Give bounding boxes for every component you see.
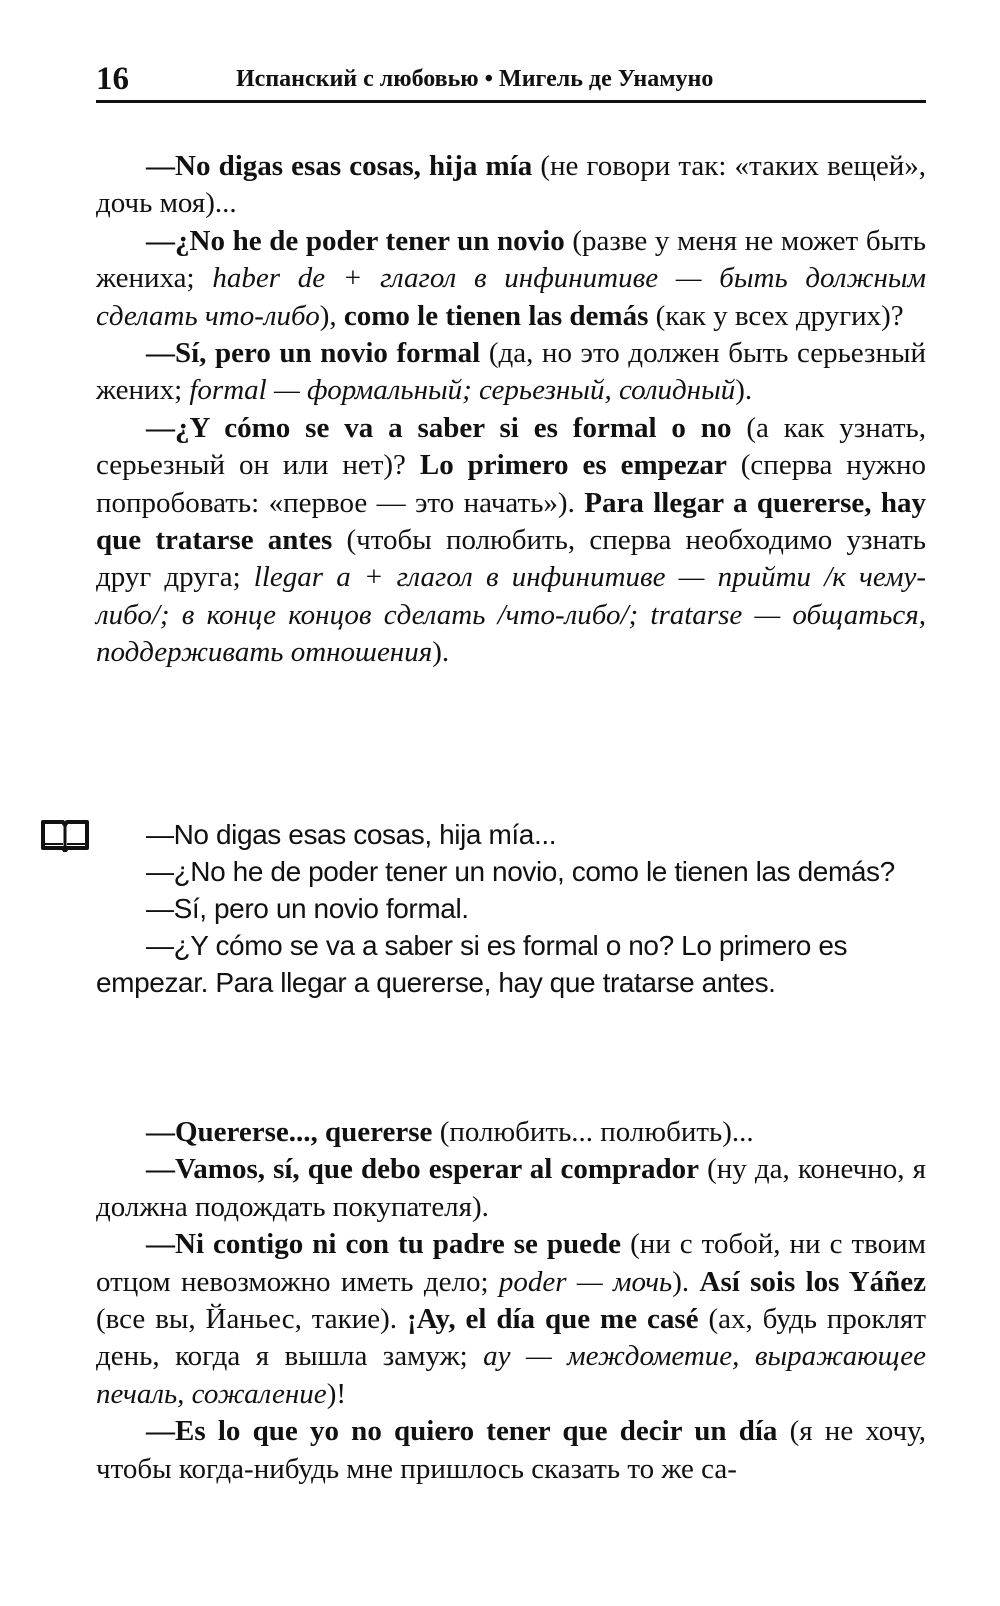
translation: (полюбить... полюбить)... <box>432 1116 754 1148</box>
grammar-note: formal — формальный; серьезный, солидный <box>189 374 736 407</box>
paragraph <box>96 1151 926 1226</box>
translation: ). <box>735 374 753 407</box>
paragraph <box>96 148 926 223</box>
grammar-note: llegar a + глагол в инфинитиве — прийти /к чему-либо/; в конце концов сделать /что-либо/; tratarse — общаться, поддерживать отношения <box>96 561 926 669</box>
spanish-phrase: —¿No he de poder tener un novio <box>146 224 565 257</box>
annotated-text-section-2 <box>96 1114 926 1488</box>
spanish-phrase: —¿Y cómo se va a saber si es formal o no <box>146 411 732 444</box>
translation: (да, но это должен быть серьезный жених; <box>96 337 926 407</box>
spanish-phrase: —Ni contigo ni con tu padre se puede <box>146 1228 622 1261</box>
translation: ). <box>432 636 450 669</box>
page-header <box>96 60 926 103</box>
translation: (как у всех других)? <box>648 299 904 332</box>
translation: (не говори так: «таких вещей», дочь моя)... <box>96 150 927 220</box>
spanish-phrase: —Sí, pero un novio formal <box>146 337 481 370</box>
translation: (разве у меня не может быть жениха; <box>96 224 926 295</box>
spanish-phrase: —Vamos, sí, que debo esperar al comprador <box>146 1153 699 1186</box>
original-line: —Sí, pero un novio formal. <box>146 893 469 924</box>
translation: (все вы, Йаньес, такие). <box>96 1303 407 1336</box>
paragraph <box>96 1114 926 1151</box>
translation: ). <box>672 1265 700 1298</box>
spanish-phrase: como le tienen las demás <box>343 299 649 332</box>
original-line: —¿No he de poder tener un novio, como le tienen las demás? <box>146 856 895 887</box>
original-text-section <box>96 816 926 1001</box>
paragraph <box>96 335 926 410</box>
paragraph <box>96 410 926 672</box>
annotated-text-section-1 <box>96 148 926 672</box>
spanish-phrase: —No digas esas cosas, hija mía <box>146 150 533 182</box>
grammar-note: ay — междометие, выражающее печаль, сожаление <box>96 1340 926 1410</box>
spanish-phrase: —Quererse..., quererse <box>146 1116 433 1148</box>
paragraph <box>96 1413 926 1488</box>
grammar-note: poder — мочь <box>498 1265 673 1298</box>
running-title: Испанский с любовью • Мигель де Унамуно <box>236 66 714 92</box>
translation: (ах, будь проклят день, когда я вышла замуж; <box>96 1303 926 1373</box>
spanish-phrase: —Es lo que yo no quiero tener que decir un día <box>146 1415 778 1448</box>
original-line: —¿Y cómo se va a saber si es formal o no? Lo primero es empezar. Para llegar a quererse, hay que tratarse antes. <box>96 930 848 998</box>
page-number: 16 <box>96 61 129 97</box>
translation: ), <box>319 299 344 332</box>
translation: (ни с тобой, ни с твоим отцом невозможно иметь дело; <box>96 1228 926 1298</box>
spanish-phrase: Para llegar a quererse, hay que tratarse antes <box>96 486 926 557</box>
translation: (а как узнать, серьезный он или нет)? <box>96 411 927 482</box>
spanish-phrase: Lo primero es empezar <box>419 449 727 482</box>
translation: (ну да, конечно, я должна подождать покупателя). <box>96 1153 926 1223</box>
grammar-note: haber de + глагол в инфинитиве — быть должным сделать что-либо <box>96 262 926 332</box>
translation: (чтобы полюбить, сперва необходимо узнать друг друга; <box>96 524 926 594</box>
translation: )! <box>326 1377 347 1410</box>
paragraph <box>96 223 926 335</box>
translation: (сперва нужно попробовать: «первое — это начать»). <box>96 449 926 519</box>
spanish-phrase: Así sois los Yáñez <box>699 1265 927 1298</box>
paragraph <box>96 1226 926 1413</box>
translation: (я не хочу, чтобы когда-нибудь мне пришлось сказать то же са- <box>96 1415 926 1485</box>
open-book-icon <box>40 818 90 852</box>
original-line: —No digas esas cosas, hija mía... <box>146 819 557 850</box>
spanish-phrase: ¡Ay, el día que me casé <box>406 1303 699 1336</box>
